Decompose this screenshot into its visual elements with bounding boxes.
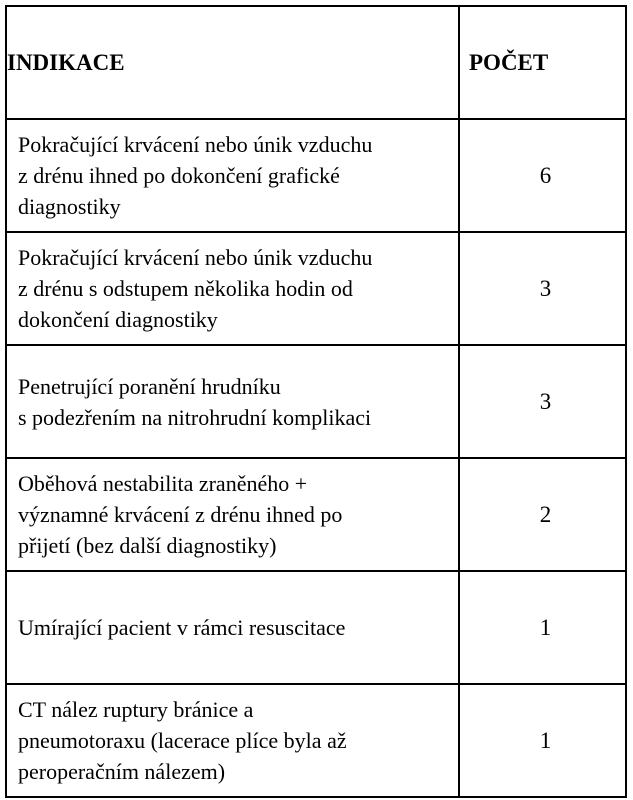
indication-cell: CT nález ruptury bránice a pneumotoraxu (lacerace plíce byla až peroperačním nálezem) (6, 684, 459, 797)
indication-cell: Pokračující krvácení nebo únik vzduchu z drénu ihned po dokončení grafické diagnostiky (6, 119, 459, 232)
table-row (6, 571, 626, 684)
table-row (6, 232, 626, 345)
count-column-header: POČET (459, 6, 626, 119)
indication-cell: Oběhová nestabilita zraněného + významné krvácení z drénu ihned po přijetí (bez další diagnostiky) (6, 458, 459, 571)
table-row (6, 684, 626, 797)
count-cell: 2 (459, 458, 626, 571)
indication-cell: Pokračující krvácení nebo únik vzduchu z drénu s odstupem několika hodin od dokončení diagnostiky (6, 232, 459, 345)
table-header-row (6, 6, 626, 119)
table-row (6, 345, 626, 458)
indication-column-header: INDIKACE (6, 6, 459, 119)
indications-table (5, 5, 627, 798)
table-row (6, 119, 626, 232)
count-cell: 1 (459, 571, 626, 684)
count-cell: 3 (459, 232, 626, 345)
count-cell: 3 (459, 345, 626, 458)
indication-cell: Penetrující poranění hrudníku s podezřením na nitrohrudní komplikaci (6, 345, 459, 458)
indication-cell: Umírající pacient v rámci resuscitace (6, 571, 459, 684)
count-cell: 1 (459, 684, 626, 797)
count-cell: 6 (459, 119, 626, 232)
table-row (6, 458, 626, 571)
